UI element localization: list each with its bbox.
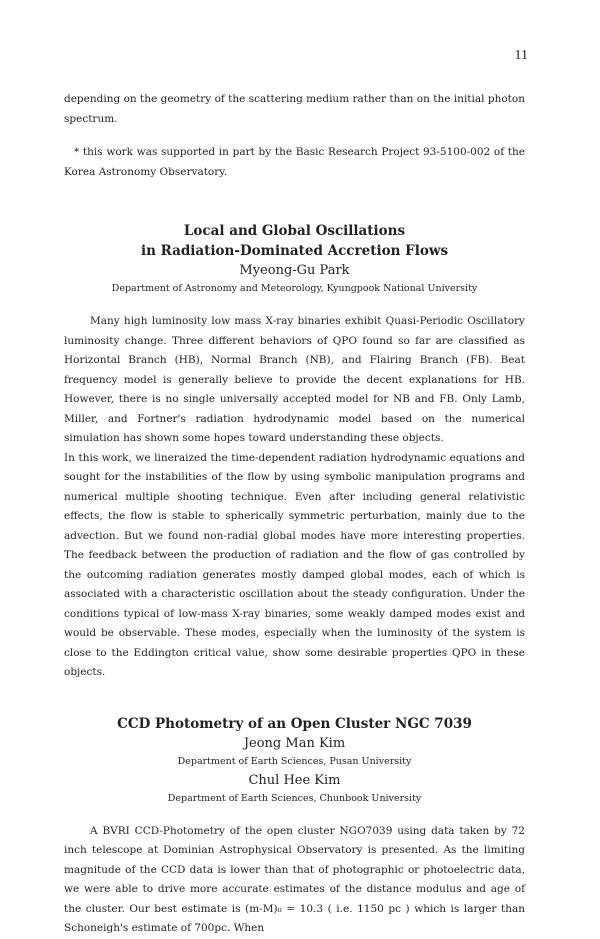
article2-paragraph-1: A BVRI CCD-Photometry of the open cluster NGO7039 using data taken by 72 inch telescope at Dominian Astrophysical Observatory is presented. As the limiting magnitude of the CCD data is lower than that of photographic or photoelectric data, we were able to drive more accurate estimates of the distance modulus and age of the cluster. Our best estimate is (m-M)₀ = 10.3 ( i.e. 1150 pc ) which is larger than Schoneigh's estimate of 700pc. When bbox=[64, 824, 525, 934]
page-number: 11 bbox=[514, 48, 528, 63]
article-local-global-oscillations bbox=[64, 221, 525, 683]
article1-abstract bbox=[64, 312, 525, 683]
article2-author-1: Jeong Man Kim bbox=[243, 735, 346, 751]
intro-paragraph: depending on the geometry of the scattering medium rather than on the initial photon spectrum. bbox=[64, 93, 525, 125]
page-content bbox=[64, 90, 525, 939]
article1-paragraph-2: In this work, we lineraized the time-dependent radiation hydrodynamic equations and sought for the instabilities of the flow by using symbolic manipulation programs and numerical multiple shooting technique. Even after including general relativistic effects, the flow is stable to spherically symmetric perturbation, mainly due to the advection. But we found non-radial global modes have more interesting properties. The feedback between the production of radiation and the flow of gas controlled by the outcoming radiation generates mostly damped global modes, each of which is associated with a characteristic oscillation about the steady configuration. Under the conditions typical of low-mass X-ray binaries, some weakly damped modes exist and would be observable. These modes, especially when the luminosity of the system is close to the Eddington critical value, show some desirable properties QPO in these objects. bbox=[64, 451, 525, 678]
article1-paragraph-1: Many high luminosity low mass X-ray binaries exhibit Quasi-Periodic Oscillatory luminosity change. Three different behaviors of QPO found so far are classified as Horizontal Branch (HB), Normal Branch (NB), and Flairing Branch (FB). Beat frequency model is generally believe to provide the decent explanations for HB. However, there is no single universally accepted model for NB and FB. Only Lamb, Miller, and Fortner's radiation hydrodynamic model based on the numerical simulation has shown some hopes toward understanding these objects. bbox=[64, 315, 525, 444]
article2-affiliation-2: Department of Earth Sciences, Chunbook University bbox=[167, 792, 422, 804]
article-ccd-photometry bbox=[64, 714, 525, 939]
article2-title: CCD Photometry of an Open Cluster NGC 7039 bbox=[117, 715, 472, 732]
article1-affiliation: Department of Astronomy and Meteorology, Kyungpook National University bbox=[111, 283, 478, 294]
article2-abstract bbox=[64, 822, 525, 939]
article1-title-line1: Local and Global Oscillations bbox=[183, 223, 406, 239]
article2-author-2: Chul Hee Kim bbox=[248, 772, 341, 788]
article1-author: Myeong-Gu Park bbox=[239, 263, 350, 278]
article1-title-line2: in Radiation-Dominated Accretion Flows bbox=[140, 243, 449, 259]
article2-affiliation-1: Department of Earth Sciences, Pusan University bbox=[177, 755, 412, 767]
funding-footnote: * this work was supported in part by the Basic Research Project 93-5100-002 of the Korea Astronomy Observatory. bbox=[64, 146, 525, 178]
